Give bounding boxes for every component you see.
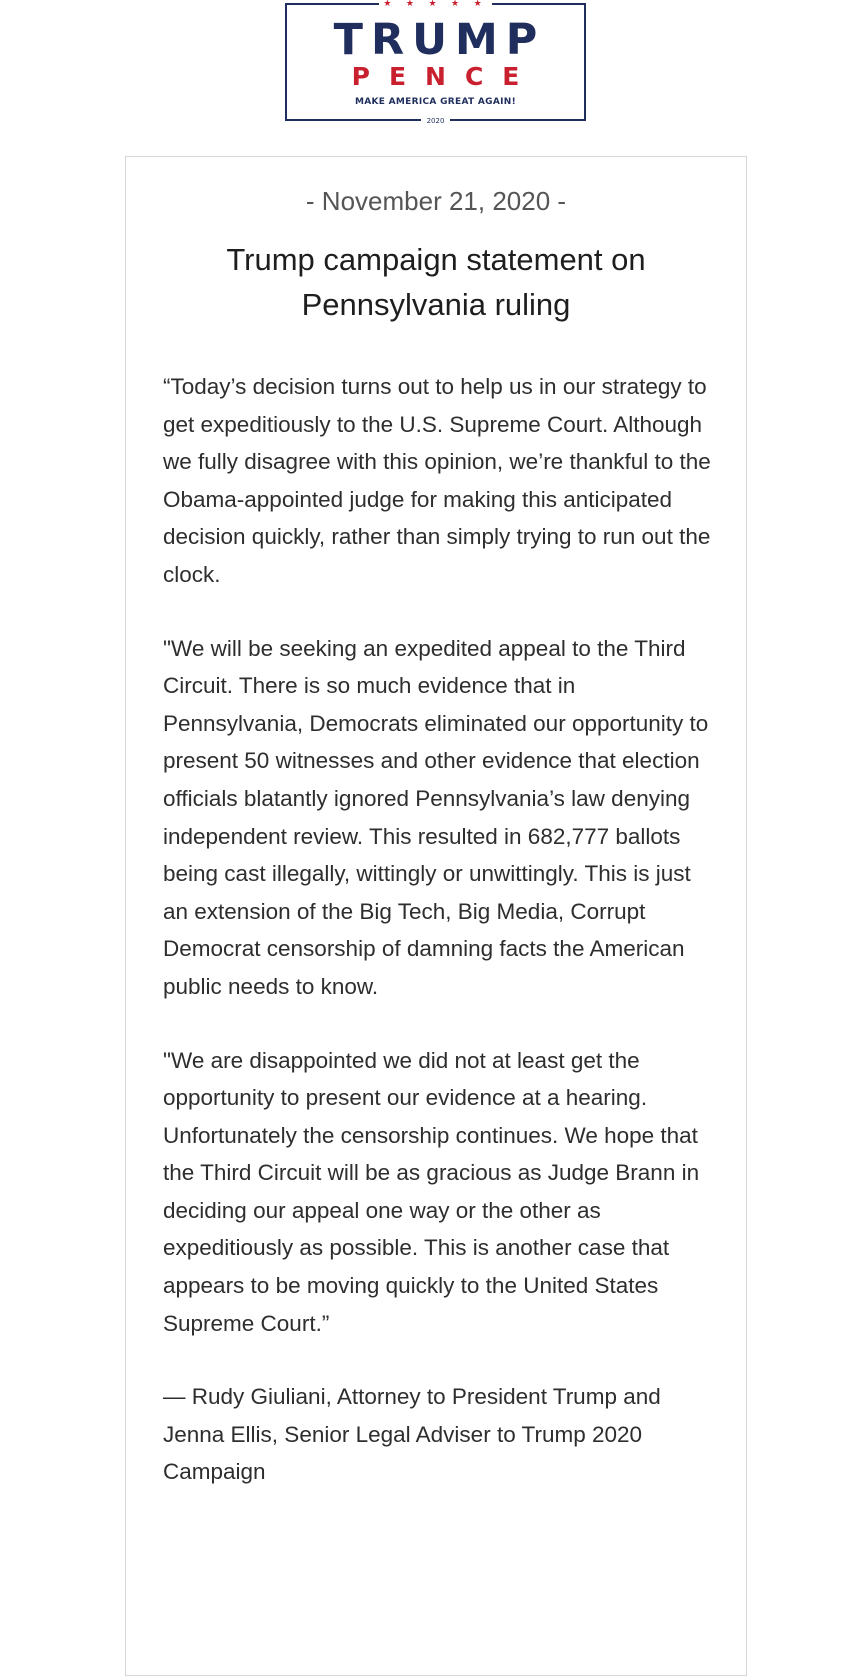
statement-body [126,368,746,1491]
logo-stars: ★ ★ ★ ★ ★ [287,0,584,9]
logo-year: 2020 [287,116,584,126]
logo-name-bottom: PENCE [351,62,539,91]
statement-paragraph-3: "We are disappointed we did not at least get the opportunity to present our evidence at a hearing. Unfortunately the censorship continues. We hope that the Third Circuit will be as gracious as Judge Brann in deciding our appeal one way or the other as expeditiously as possible. This is another case that appears to be moving quickly to the United States Supreme Court.” [163,1047,700,1336]
logo-tagline: MAKE AMERICA GREAT AGAIN! [354,97,517,107]
logo-name-top: TRUMP [333,15,546,65]
statement-date: - November 21, 2020 - [305,186,567,216]
statement-attribution: — Rudy Giuliani, Attorney to President Trump and Jenna Ellis, Senior Legal Adviser to Trump 2020 Campaign [163,1384,661,1485]
trump-pence-logo [285,0,586,125]
statement-paragraph-1: “Today’s decision turns out to help us in our strategy to get expeditiously to the U.S. Supreme Court. Although we fully disagree with this opinion, we’re thankful to the Obama-appointed judge for making this anticipated decision quickly, rather than simply trying to run out the clock. [163,374,711,587]
statement-paragraph-2: "We will be seeking an expedited appeal to the Third Circuit. There is so much evidence that in Pennsylvania, Democrats eliminated our opportunity to present 50 witnesses and other evidence that election officials blatantly ignored Pennsylvania’s law denying independent review. This resulted in 682,777 ballots being cast illegally, wittingly or unwittingly. This is just an extension of the Big Tech, Big Media, Corrupt Democrat censorship of damning facts the American public needs to know. [163,635,709,999]
statement-title-line-1: Trump campaign statement on [226,242,646,277]
statement-title-line-2: Pennsylvania ruling [301,287,571,322]
statement-title [126,237,746,327]
statement-card [125,156,747,1676]
